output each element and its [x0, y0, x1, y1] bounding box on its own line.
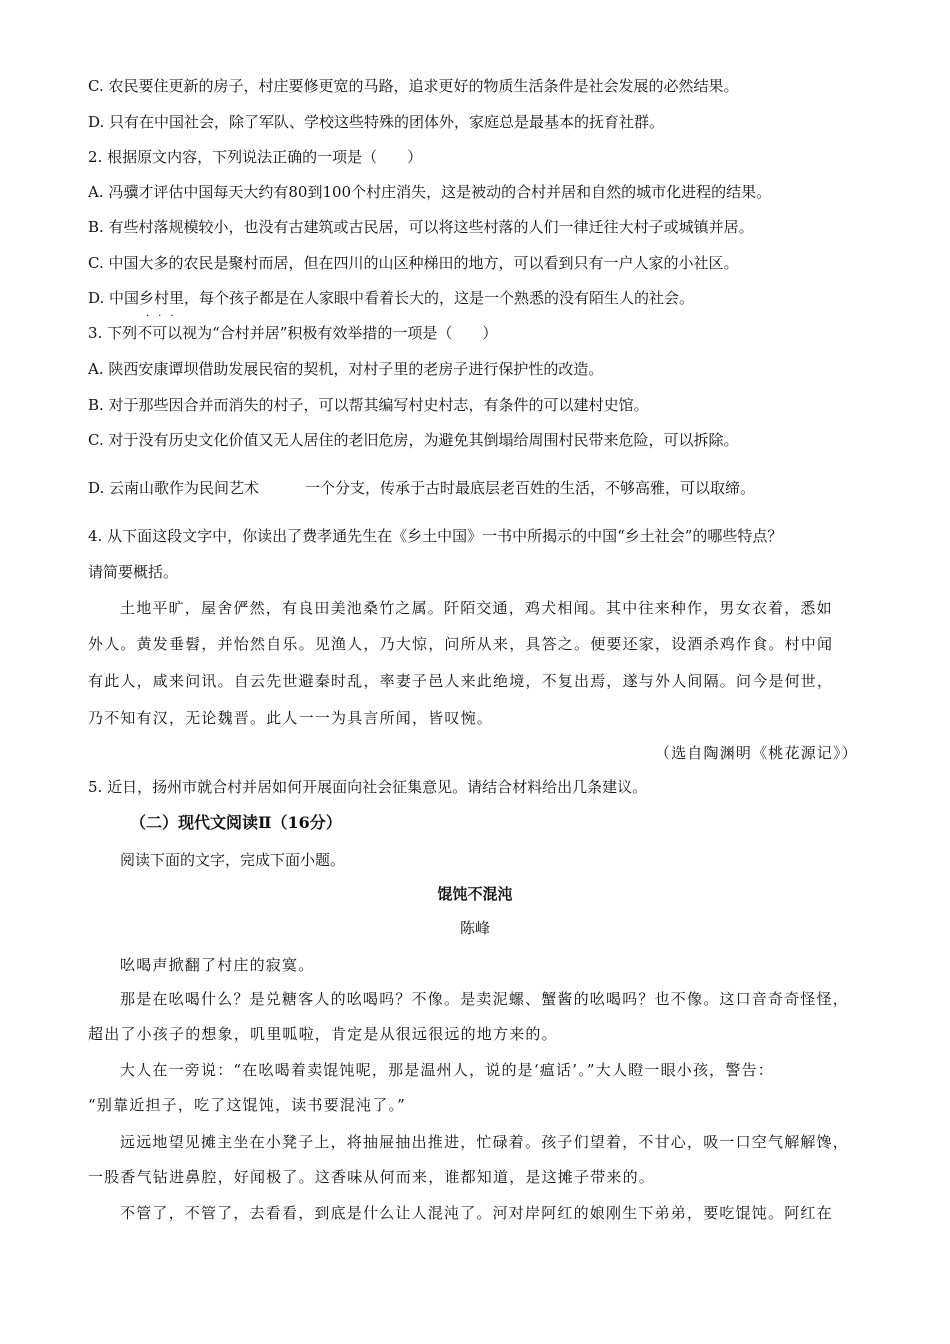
passage-line: 乃不知有汉，无论魏晋。此人一一为具言所闻，皆叹惋。: [88, 709, 494, 727]
passage-source: （选自陶渊明《桃花源记》）: [654, 744, 858, 762]
passage-line: 外人。黄发垂髫，并怡然自乐。见渔人，乃大惊，问所从来，具答之。便要还家，设酒杀鸡作食。村中闻: [88, 635, 834, 653]
q2-option-d: D. 中国乡村里，每个孩子都是在人家眼中看着长大的，这是一个熟悉的没有陌生人的社会。: [88, 289, 695, 307]
article-line: 那是在吆喝什么？是兑糖客人的吆喝吗？不像。是卖泥螺、蟹酱的吆喝吗？也不像。这口音奇奇怪怪，: [120, 990, 850, 1008]
q3-option-b: B. 对于那些因合并而消失的村子，可以帮其编写村史村志，有条件的可以建村史馆。: [88, 396, 649, 414]
passage-line: 有此人，咸来问讯。自云先世避秦时乱，率妻子邑人来此绝境，不复出焉，遂与外人间隔。问今是何世，: [88, 672, 834, 690]
q2-stem: 2. 根据原文内容，下列说法正确的一项是（ ）: [88, 148, 423, 166]
article-title: 馄饨不混沌: [437, 885, 513, 903]
q1-option-c: C. 农民要住更新的房子，村庄要修更宽的马路，追求更好的物质生活条件是社会发展的必然结果。: [88, 77, 739, 95]
q3-option-d-part1: D. 云南山歌作为民间艺术: [88, 479, 260, 497]
article-line: 吆喝声掀翻了村庄的寂寞。: [120, 956, 315, 974]
q2-option-c: C. 中国大多的农民是聚村而居，但在四川的山区种梯田的地方，可以看到只有一户人家的小社区。: [88, 254, 739, 272]
q3-stem: 3. 下列不可以视为“合村并居”积极有效举措的一项是（ ）: [88, 324, 498, 342]
q2-option-b: B. 有些村落规模较小，也没有古建筑或古民居，可以将这些村落的人们一律迁往大村子或城镇并居。: [88, 218, 754, 236]
article-line: 大人在一旁说：“在吆喝着卖馄饨呢，那是温州人，说的是‘瘟话’。”大人瞪一眼小孩，警告：: [120, 1061, 774, 1079]
emphasis-dots: ···: [146, 311, 183, 322]
q4-stem-line2: 请简要概括。: [88, 563, 179, 581]
q2-option-a: A. 冯骥才评估中国每天大约有80到100个村庄消失，这是被动的合村并居和自然的城市化进程的结果。: [88, 183, 772, 201]
article-line: 超出了小孩子的想象，叽里呱啦，肯定是从很远很远的地方来的。: [88, 1025, 558, 1043]
q5-stem: 5. 近日，扬州市就合村并居如何开展面向社会征集意见。请结合材料给出几条建议。: [88, 778, 648, 796]
q3-option-a: A. 陕西安康谭坝借助发展民宿的契机，对村子里的老房子进行保护性的改造。: [88, 360, 604, 378]
article-line: “别靠近担子，吃了这馄饨，读书要混沌了。”: [88, 1096, 407, 1114]
article-line: 远远地望见摊主坐在小凳子上，将抽屉抽出推进，忙碌着。孩子们望着，不甘心，吸一口空气解解馋，: [120, 1133, 850, 1151]
section-instruction: 阅读下面的文字，完成下面小题。: [120, 851, 346, 869]
article-line: 不管了，不管了，去看看，到底是什么让人混沌了。河对岸阿红的娘刚生下弟弟，要吃馄饨。阿红在: [120, 1204, 833, 1222]
section-heading: （二）现代文阅读Ⅱ（16分）: [130, 813, 342, 832]
q1-option-d: D. 只有在中国社会，除了军队、学校这些特殊的团体外，家庭总是最基本的抚育社群。: [88, 113, 665, 131]
q3-option-c: C. 对于没有历史文化价值又无人居住的老旧危房，为避免其倒塌给周围村民带来危险，可以拆除。: [88, 431, 739, 449]
article-author: 陈峰: [459, 919, 490, 937]
q3-option-d-part2: 一个分支，传承于古时最底层老百姓的生活，不够高雅，可以取缔。: [305, 479, 756, 497]
article-line: 一股香气钻进鼻腔，好闻极了。这香味从何而来，谁都知道，是这摊子带来的。: [88, 1168, 656, 1186]
q4-stem-line1: 4. 从下面这段文字中，你读出了费孝通先生在《乡土中国》一书中所揭示的中国“乡土社会”的哪些特点？: [88, 527, 783, 545]
passage-line: 土地平旷，屋舍俨然，有良田美池桑竹之属。阡陌交通，鸡犬相闻。其中往来种作，男女衣着，悉如: [120, 599, 833, 617]
q3-option-d: [88, 477, 880, 499]
